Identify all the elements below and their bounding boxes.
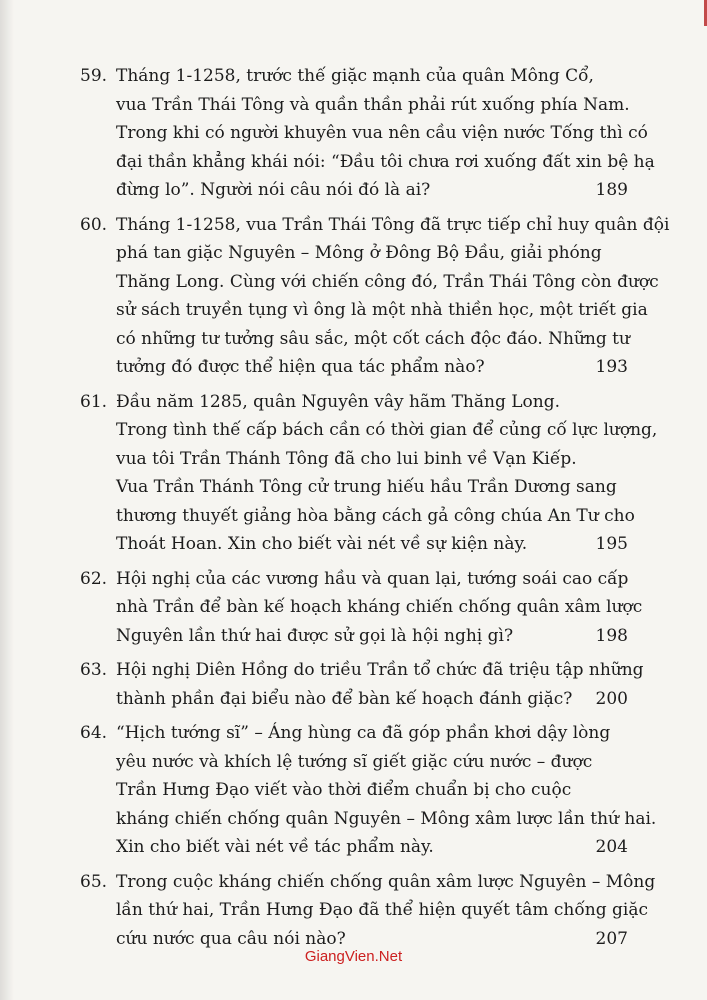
question-text-line: sử sách truyền tụng vì ông là một nhà thiền học, một triết gia — [116, 300, 648, 320]
page-number: 207 — [595, 928, 628, 949]
question-text-line: Tháng 1-1258, vua Trần Thái Tông đã trực tiếp chỉ huy quân đội — [116, 214, 670, 235]
question-number: 62. — [80, 568, 108, 589]
question-text-line: thành phần đại biểu nào để bàn kế hoạch đánh giặc? — [116, 688, 573, 709]
question-text-line: Thoát Hoan. Xin cho biết vài nét về sự kiện này. — [116, 534, 528, 554]
question-entry — [80, 719, 657, 862]
question-text-line: Trong cuộc kháng chiến chống quân xâm lược Nguyên – Mông — [116, 871, 656, 892]
page-number: 200 — [595, 688, 628, 709]
question-last-line — [116, 685, 628, 714]
question-text-line: yêu nước và khích lệ tướng sĩ giết giặc cứu nước – được — [116, 751, 593, 772]
question-text-line: nhà Trần để bàn kế hoạch kháng chiến chống quân xâm lược — [116, 597, 643, 617]
question-text-line: thương thuyết giảng hòa bằng cách gả công chúa An Tư cho — [116, 505, 635, 526]
question-text-line: Đầu năm 1285, quân Nguyên vây hãm Thăng Long. — [116, 391, 560, 412]
watermark-footer: GiangVien.Net — [304, 948, 403, 965]
question-text-line: vua Trần Thái Tông và quần thần phải rút xuống phía Nam. — [116, 94, 630, 115]
question-number: 65. — [80, 871, 108, 892]
question-text-line: Trong tình thế cấp bách cần có thời gian để củng cố lực lượng, — [116, 420, 658, 440]
question-entry — [80, 868, 656, 954]
question-last-line — [116, 353, 628, 382]
question-last-line — [116, 530, 628, 559]
question-text-line: Xin cho biết vài nét về tác phẩm này. — [116, 837, 434, 857]
page-number: 198 — [595, 625, 628, 646]
question-last-line — [116, 833, 628, 862]
question-text-line: cứu nước qua câu nói nào? — [116, 928, 346, 949]
question-text-line: tưởng đó được thể hiện qua tác phẩm nào? — [116, 357, 485, 377]
page-number: 193 — [595, 357, 628, 377]
question-text-line: Vua Trần Thánh Tông cử trung hiếu hầu Trần Dương sang — [116, 477, 617, 497]
question-text-line: có những tư tưởng sâu sắc, một cốt cách độc đáo. Những tư — [116, 328, 630, 349]
question-text-line: Hội nghị của các vương hầu và quan lại, tướng soái cao cấp — [116, 568, 629, 589]
question-text-line: Trong khi có người khuyên vua nên cầu viện nước Tống thì có — [116, 123, 648, 143]
question-entry — [80, 656, 644, 713]
question-text-line: đừng lo”. Người nói câu nói đó là ai? — [116, 180, 431, 200]
question-number: 61. — [80, 391, 108, 412]
question-text-line: phá tan giặc Nguyên – Mông ở Đông Bộ Đầu, giải phóng — [116, 243, 602, 263]
question-list — [80, 62, 670, 959]
question-number: 60. — [80, 214, 108, 235]
page-number: 195 — [595, 534, 628, 554]
question-number: 64. — [80, 723, 108, 743]
question-entry — [80, 211, 670, 382]
page-number: 189 — [595, 180, 628, 200]
question-number: 63. — [80, 660, 108, 680]
question-entry — [80, 62, 655, 205]
question-text-line: Thăng Long. Cùng với chiến công đó, Trần Thái Tông còn được — [116, 271, 659, 292]
question-last-line — [116, 622, 628, 651]
question-last-line — [116, 176, 628, 205]
question-entry — [80, 565, 643, 651]
question-number: 59. — [80, 66, 108, 86]
question-text-line: Tháng 1-1258, trước thế giặc mạnh của quân Mông Cổ, — [116, 66, 594, 86]
question-text-line: Trần Hưng Đạo viết vào thời điểm chuẩn bị cho cuộc — [116, 780, 572, 800]
page-number: 204 — [595, 837, 628, 857]
question-text-line: kháng chiến chống quân Nguyên – Mông xâm lược lần thứ hai. — [116, 808, 657, 829]
question-entry — [80, 388, 658, 559]
question-text-line: Hội nghị Diên Hồng do triều Trần tổ chức đã triệu tập những — [116, 660, 644, 680]
page-edge-shadow — [0, 0, 14, 1000]
question-text-line: đại thần khẳng khái nói: “Đầu tôi chưa rơi xuống đất xin bệ hạ — [116, 151, 655, 172]
question-text-line: vua tôi Trần Thánh Tông đã cho lui binh về Vạn Kiếp. — [116, 448, 577, 469]
question-text-line: Nguyên lần thứ hai được sử gọi là hội nghị gì? — [116, 625, 514, 646]
question-text-line: “Hịch tướng sĩ” – Áng hùng ca đã góp phần khơi dậy lòng — [116, 723, 611, 743]
question-text-line: lần thứ hai, Trần Hưng Đạo đã thể hiện quyết tâm chống giặc — [116, 900, 648, 920]
